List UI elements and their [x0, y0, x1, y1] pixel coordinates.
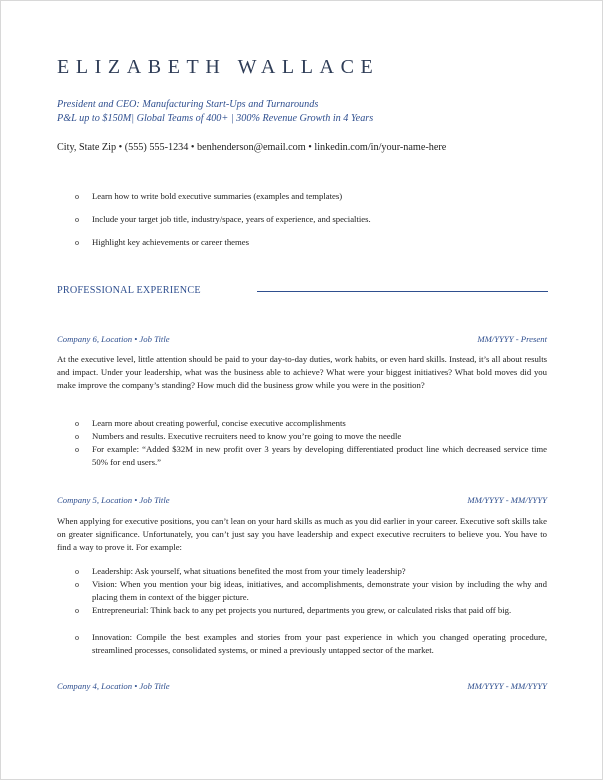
- contact-line: City, State Zip • (555) 555-1234 • benhenderson@email.com • linkedin.com/in/your-name-here: [57, 142, 447, 153]
- bullet-marker: o: [75, 633, 79, 642]
- job-description: At the executive level, little attention should be paid to your day-to-day duties, work habits, or even hard skills. Instead, it’s all about results and impact. Under your leadership, what was the business able to achieve? What were your biggest initiatives? What bold moves did you make improve the company’s standing? How much did the business grow while you were in the position?: [57, 354, 547, 391]
- headline-metrics: P&L up to $150M| Global Teams of 400+ | 300% Revenue Growth in 4 Years: [57, 113, 374, 124]
- job-header: [57, 334, 547, 344]
- bullet-marker: o: [75, 445, 79, 454]
- section-divider: [257, 291, 548, 292]
- bullet-marker: o: [75, 215, 79, 224]
- summary-bullet-text: Include your target job title, industry/space, years of experience, and specialties.: [92, 214, 371, 224]
- job-bullet: [75, 631, 547, 657]
- job-bullet: [75, 443, 547, 469]
- bullet-marker: o: [75, 419, 79, 428]
- job-bullet-text: Innovation: Compile the best examples and stories from your past experience in which you changed operating procedure, streamlined processes, consolidated systems, or mined a previously untapped sector of the market.: [92, 632, 547, 655]
- job-bullet-text: Vision: When you mention your big ideas, initiatives, and accomplishments, demonstrate your vision by including the why and placing them in context of the bigger picture.: [92, 579, 547, 602]
- job-bullet-text: Numbers and results. Executive recruiters need to know you’re going to move the needle: [92, 431, 402, 441]
- job-bullet: [75, 565, 547, 578]
- job-bullet-text: For example: “Added $32M in new profit over 3 years by developing differentiated product line which decreased service time 50% for end users.”: [92, 444, 547, 467]
- bullet-marker: o: [75, 192, 79, 201]
- job-company: Company 5, Location • Job Title: [57, 495, 170, 505]
- job-company: Company 4, Location • Job Title: [57, 681, 170, 691]
- job-bullet-text: Leadership: Ask yourself, what situations benefited the most from your timely leadership?: [92, 566, 406, 576]
- summary-bullet: [75, 190, 547, 203]
- job-bullet-text: Learn more about creating powerful, concise executive accomplishments: [92, 418, 346, 428]
- job-header: [57, 495, 547, 505]
- job-bullet: [75, 417, 547, 430]
- bullet-marker: o: [75, 580, 79, 589]
- bullet-marker: o: [75, 606, 79, 615]
- job-dates: MM/YYYY - MM/YYYY: [467, 681, 547, 691]
- job-company: Company 6, Location • Job Title: [57, 334, 170, 344]
- bullet-marker: o: [75, 238, 79, 247]
- summary-bullet-text: Highlight key achievements or career themes: [92, 237, 250, 247]
- headline-title: President and CEO: Manufacturing Start-Ups and Turnarounds: [57, 99, 319, 110]
- summary-bullet: [75, 213, 547, 226]
- job-bullet-text: Entrepreneurial: Think back to any pet projects you nurtured, departments you grew, or calculated risks that paid off big.: [92, 605, 512, 615]
- job-dates: MM/YYYY - MM/YYYY: [467, 495, 547, 505]
- bullet-marker: o: [75, 567, 79, 576]
- job-dates: MM/YYYY - Present: [477, 334, 547, 344]
- summary-bullet-text: Learn how to write bold executive summaries (examples and templates): [92, 191, 343, 201]
- job-description: When applying for executive positions, you can’t lean on your hard skills as much as you did earlier in your career. Executive soft skills take on greater significance. Unfortunately, you can’t just say you have leadership and expect executive recruiters to believe you. You have to find a way to prove it. For example:: [57, 516, 547, 553]
- section-title-experience: PROFESSIONAL EXPERIENCE: [57, 285, 201, 296]
- job-bullet: [75, 430, 547, 443]
- summary-bullet: [75, 236, 547, 249]
- job-header: [57, 681, 547, 691]
- bullet-marker: o: [75, 432, 79, 441]
- job-bullet: [75, 578, 547, 604]
- job-bullet: [75, 604, 547, 617]
- candidate-name: ELIZABETH WALLACE: [57, 56, 380, 78]
